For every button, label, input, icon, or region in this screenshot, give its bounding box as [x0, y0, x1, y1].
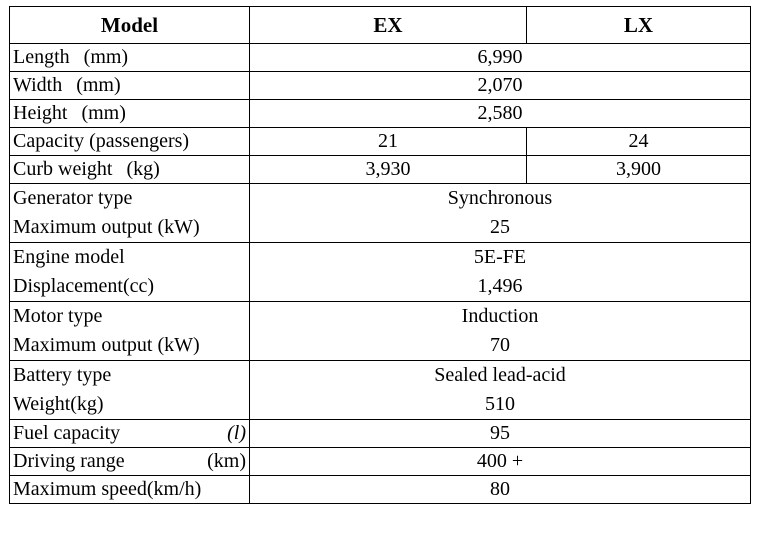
battery-weight-label-line — [13, 390, 246, 419]
table-row-capacity — [10, 128, 751, 156]
table-row-range — [10, 448, 751, 476]
fuel-label-cell — [10, 420, 250, 448]
table-row-battery — [10, 361, 751, 420]
curb-weight-ex-value: 3,930 — [250, 156, 527, 184]
generator-value-cell — [250, 184, 751, 243]
width-value: 2,070 — [250, 72, 751, 100]
generator-label-cell — [10, 184, 250, 243]
curb-weight-lx-value: 3,900 — [527, 156, 751, 184]
battery-weight-unit: (kg) — [70, 393, 104, 415]
table-row-engine — [10, 243, 751, 302]
fuel-value: 95 — [250, 420, 751, 448]
range-value: 400 + — [250, 448, 751, 476]
motor-output-label-line — [13, 331, 246, 360]
height-value: 2,580 — [250, 100, 751, 128]
curb-weight-label: Curb weight — [13, 158, 113, 180]
motor-output-label: Maximum output — [13, 334, 153, 356]
battery-label-cell — [10, 361, 250, 420]
spec-table-container — [9, 6, 751, 504]
table-row-width — [10, 72, 751, 100]
length-label-cell — [10, 44, 250, 72]
battery-weight-value: 510 — [485, 393, 515, 415]
range-label: Driving range — [13, 450, 125, 472]
header-row — [10, 7, 751, 44]
length-label: Length — [13, 46, 70, 68]
table-row-length — [10, 44, 751, 72]
generator-output-unit: (kW) — [157, 216, 200, 238]
engine-model-label: Engine model — [13, 246, 125, 268]
generator-output-value: 25 — [490, 216, 510, 238]
motor-label-cell — [10, 302, 250, 361]
table-row-generator — [10, 184, 751, 243]
specification-table — [9, 6, 751, 504]
displacement-label-line — [13, 272, 246, 301]
battery-weight-label: Weight — [13, 393, 71, 415]
battery-value-cell — [250, 361, 751, 420]
battery-type-label: Battery type — [13, 364, 112, 386]
fuel-label-line — [13, 420, 246, 447]
motor-output-value: 70 — [490, 334, 510, 356]
length-value: 6,990 — [250, 44, 751, 72]
curb-weight-unit: (kg) — [126, 158, 160, 180]
motor-output-unit: (kW) — [157, 334, 200, 356]
header-ex: EX — [250, 7, 527, 44]
battery-type-value: Sealed lead-acid — [434, 364, 566, 386]
header-lx: LX — [527, 7, 751, 44]
capacity-label: Capacity (passengers) — [10, 128, 250, 156]
capacity-lx-value: 24 — [527, 128, 751, 156]
width-unit: (mm) — [76, 74, 121, 96]
header-model: Model — [10, 7, 250, 44]
generator-output-label: Maximum output — [13, 216, 153, 238]
engine-label-cell — [10, 243, 250, 302]
generator-type-value: Synchronous — [447, 187, 553, 209]
fuel-label: Fuel capacity — [13, 422, 121, 444]
range-label-cell — [10, 448, 250, 476]
table-row-fuel — [10, 420, 751, 448]
fuel-unit: (l) — [227, 422, 246, 444]
height-unit: (mm) — [81, 102, 126, 124]
table-row-motor — [10, 302, 751, 361]
generator-output-label-line — [13, 213, 246, 242]
width-label: Width — [13, 74, 63, 96]
table-row-curb-weight — [10, 156, 751, 184]
displacement-unit: (cc) — [122, 275, 155, 297]
capacity-ex-value: 21 — [250, 128, 527, 156]
range-label-line — [13, 448, 246, 475]
generator-type-label: Generator type — [13, 187, 133, 209]
width-label-cell — [10, 72, 250, 100]
range-unit: (km) — [207, 450, 246, 472]
displacement-label: Displacement — [13, 275, 123, 297]
displacement-value: 1,496 — [477, 275, 523, 297]
table-row-height — [10, 100, 751, 128]
table-row-max-speed — [10, 476, 751, 504]
engine-model-value: 5E-FE — [473, 246, 527, 268]
height-label-cell — [10, 100, 250, 128]
motor-type-value: Induction — [461, 305, 539, 327]
curb-weight-label-cell — [10, 156, 250, 184]
length-unit: (mm) — [83, 46, 129, 68]
engine-value-cell — [250, 243, 751, 302]
max-speed-value: 80 — [250, 476, 751, 504]
max-speed-label: Maximum speed(km/h) — [10, 476, 250, 504]
motor-type-label: Motor type — [13, 305, 103, 327]
motor-value-cell — [250, 302, 751, 361]
height-label: Height — [13, 102, 68, 124]
